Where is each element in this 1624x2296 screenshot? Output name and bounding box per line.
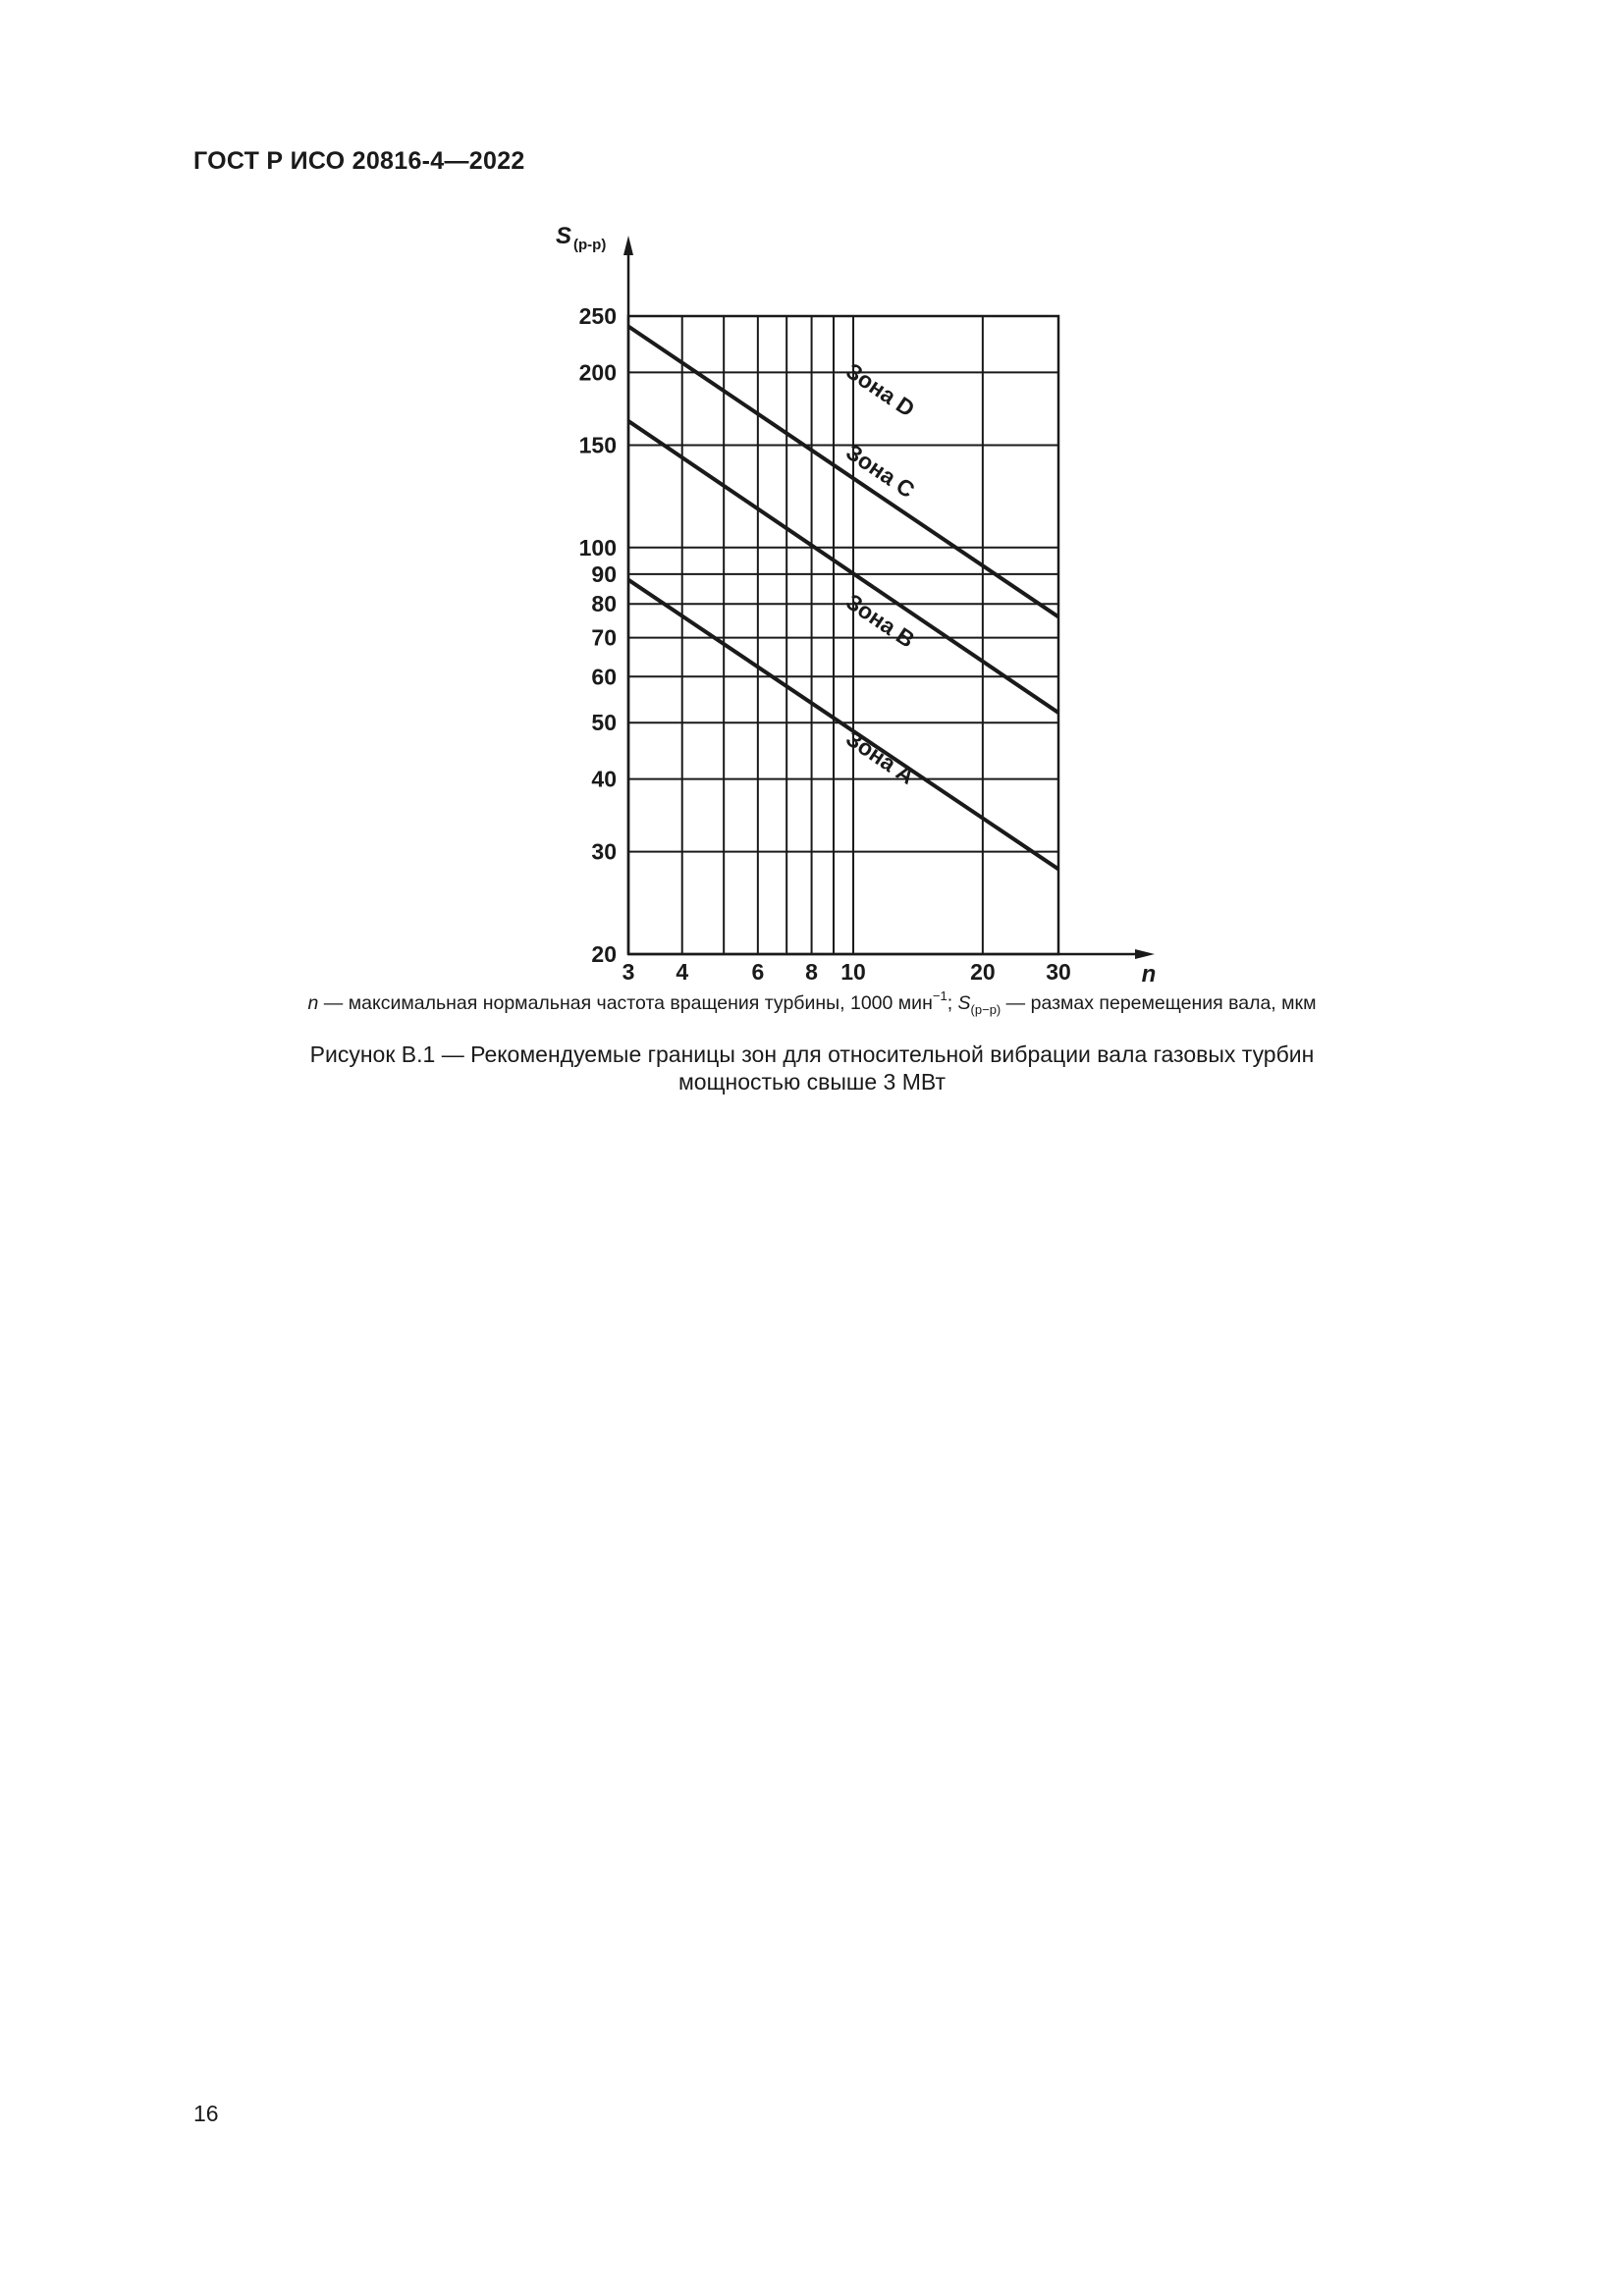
series-lines: [628, 327, 1058, 870]
y-tick-label: 250: [578, 303, 617, 329]
legend-s-symbol: S: [957, 992, 971, 1014]
x-axis-title: n: [1141, 961, 1157, 988]
y-tick-label: 70: [591, 624, 617, 651]
y-tick-label: 150: [578, 432, 617, 458]
legend-s-subscript: (p−p): [970, 1001, 1001, 1017]
zone-label: Зона A: [841, 724, 920, 789]
y-tick-label: 200: [578, 359, 617, 386]
legend-n-text: — максимальная нормальная частота вращения турбины, 1000 мин: [318, 992, 933, 1014]
legend-s-text: — размах перемещения вала, мкм: [1001, 992, 1317, 1014]
legend-separator: ;: [947, 992, 958, 1014]
plot-frame: [628, 316, 1058, 954]
y-tick-label: 20: [591, 941, 617, 967]
legend-n-symbol: n: [307, 992, 319, 1014]
y-tick-label: 40: [591, 766, 617, 792]
y-axis-arrow-icon: [623, 236, 633, 255]
y-tick-label: 30: [591, 838, 617, 865]
x-tick-label: 3: [622, 959, 635, 985]
series-line: [628, 421, 1058, 713]
page-number: 16: [193, 2101, 219, 2126]
caption-line-1: Рисунок В.1 — Рекомендуемые границы зон для относительной вибрации вала газовых турбин: [309, 1041, 1315, 1067]
x-axis-arrow-icon: [1135, 949, 1155, 959]
x-tick-label: 20: [970, 959, 996, 985]
x-tick-label: 4: [676, 959, 689, 985]
caption-line-2: мощностью свыше 3 МВт: [677, 1069, 946, 1095]
zone-label: Зона C: [841, 439, 920, 504]
legend-n-unit-exponent: −1: [932, 988, 947, 1003]
x-tick-label: 30: [1046, 959, 1071, 985]
y-axis-title: S $_{(p-p)}$: [556, 223, 607, 253]
x-tick-label: 8: [805, 959, 818, 985]
figure-caption: [0, 1041, 1624, 1095]
y-tick-label: 90: [591, 561, 617, 587]
series-line: [628, 580, 1058, 870]
y-tick-label: 100: [578, 534, 617, 561]
y-tick-label: 50: [591, 710, 617, 736]
grid: [628, 316, 1058, 954]
tick-labels: [579, 303, 1071, 985]
x-tick-label: 10: [840, 959, 866, 985]
x-tick-label: 6: [751, 959, 765, 985]
figure-legend: [0, 988, 1624, 1017]
y-tick-label: 60: [591, 664, 617, 690]
y-tick-label: 80: [591, 591, 617, 617]
zone-boundary-chart: [491, 206, 1178, 988]
zone-label: Зона D: [841, 357, 920, 422]
document-header: ГОСТ Р ИСО 20816-4—2022: [193, 147, 525, 175]
zone-label: Зона B: [841, 588, 920, 653]
